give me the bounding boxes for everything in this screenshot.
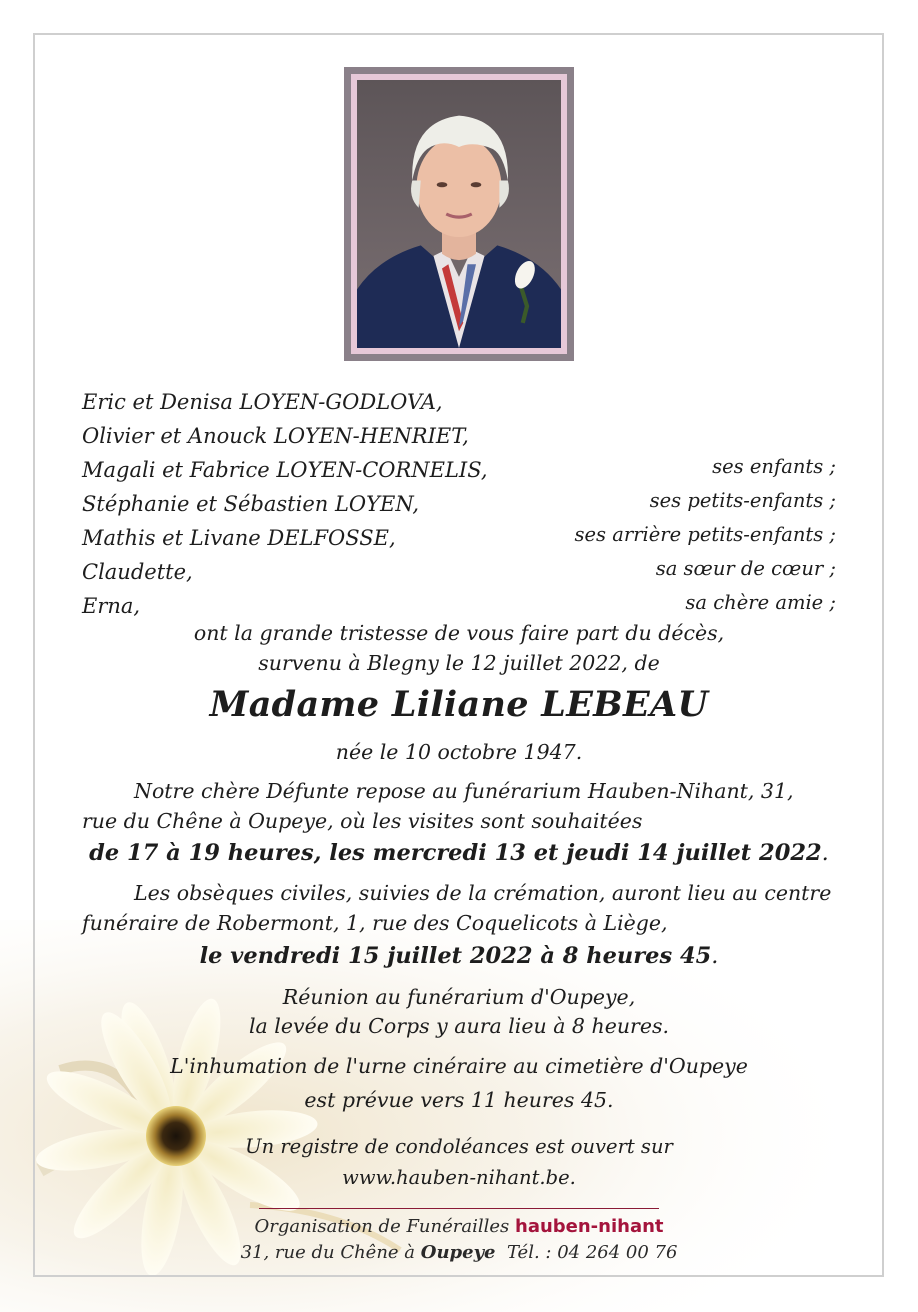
family-name: Eric et Denisa LOYEN-GODLOVA, xyxy=(82,390,443,414)
family-name: Stéphanie et Sébastien LOYEN, xyxy=(82,492,420,516)
visits-schedule-end: . xyxy=(821,840,829,866)
meeting-line: Réunion au funérarium d'Oupeye, xyxy=(282,985,636,1009)
burial-line: L'inhumation de l'urne cinéraire au cimetière d'Oupeye xyxy=(170,1054,748,1078)
brand-logo: hauben-nihant xyxy=(515,1216,664,1237)
visits-schedule xyxy=(0,840,918,866)
footer-divider xyxy=(259,1208,659,1209)
relation: sa sœur de cœur ; xyxy=(655,557,836,580)
funeral-text: Les obsèques civiles, suivies de la crémation, auront lieu au centre funéraire de Robermont, 1, rue des Coquelicots à Liège, xyxy=(82,881,832,935)
visits-text: Notre chère Défunte repose au funérarium Hauben-Nihant, 31, rue du Chêne à Oupeye, où les visites sont souhaitées xyxy=(82,779,794,833)
family-name: Magali et Fabrice LOYEN-CORNELIS, xyxy=(82,458,488,482)
family-name: Olivier et Anouck LOYEN-HENRIET, xyxy=(82,424,469,448)
relation: ses petits-enfants ; xyxy=(649,489,836,512)
burial-line: est prévue vers 11 heures 45. xyxy=(304,1088,614,1112)
funeral-date-text: le vendredi 15 juillet 2022 à 8 heures 45 xyxy=(199,943,712,969)
family-name: Mathis et Livane DELFOSSE, xyxy=(82,526,396,550)
portrait-frame xyxy=(344,67,574,361)
footer-org-prefix: Organisation de Funérailles xyxy=(254,1216,510,1237)
relation: sa chère amie ; xyxy=(685,591,836,614)
family-name: Claudette, xyxy=(82,560,193,584)
relation: ses arrière petits-enfants ; xyxy=(574,523,836,546)
family-name: Erna, xyxy=(82,594,141,618)
footer-city: Oupeye xyxy=(420,1242,496,1263)
footer-address xyxy=(0,1242,918,1263)
announcement-line: ont la grande tristesse de vous faire part du décès, xyxy=(193,621,725,645)
footer-address-prefix: 31, rue du Chêne à xyxy=(240,1242,416,1263)
footer-phone: Tél. : 04 264 00 76 xyxy=(506,1242,678,1263)
announcement-line: survenu à Blegny le 12 juillet 2022, de xyxy=(258,651,660,675)
funeral-date xyxy=(0,943,918,969)
condolences-line: Un registre de condoléances est ouvert sur xyxy=(245,1135,673,1158)
visits-schedule-text: de 17 à 19 heures, les mercredi 13 et jeudi 14 juillet 2022 xyxy=(89,840,822,866)
portrait-mat xyxy=(351,74,567,354)
condolences-website[interactable]: www.hauben-nihant.be. xyxy=(342,1166,576,1189)
funeral-date-end: . xyxy=(711,943,719,969)
family-relations xyxy=(575,450,837,620)
birth-date: née le 10 octobre 1947. xyxy=(335,740,583,764)
meeting-line: la levée du Corps y aura lieu à 8 heures. xyxy=(249,1014,669,1038)
relation: ses enfants ; xyxy=(712,455,836,478)
deceased-name: Madame Liliane LEBEAU xyxy=(209,684,709,725)
family-names xyxy=(82,385,488,623)
portrait-photo xyxy=(357,80,561,348)
footer-organisation xyxy=(0,1216,918,1237)
